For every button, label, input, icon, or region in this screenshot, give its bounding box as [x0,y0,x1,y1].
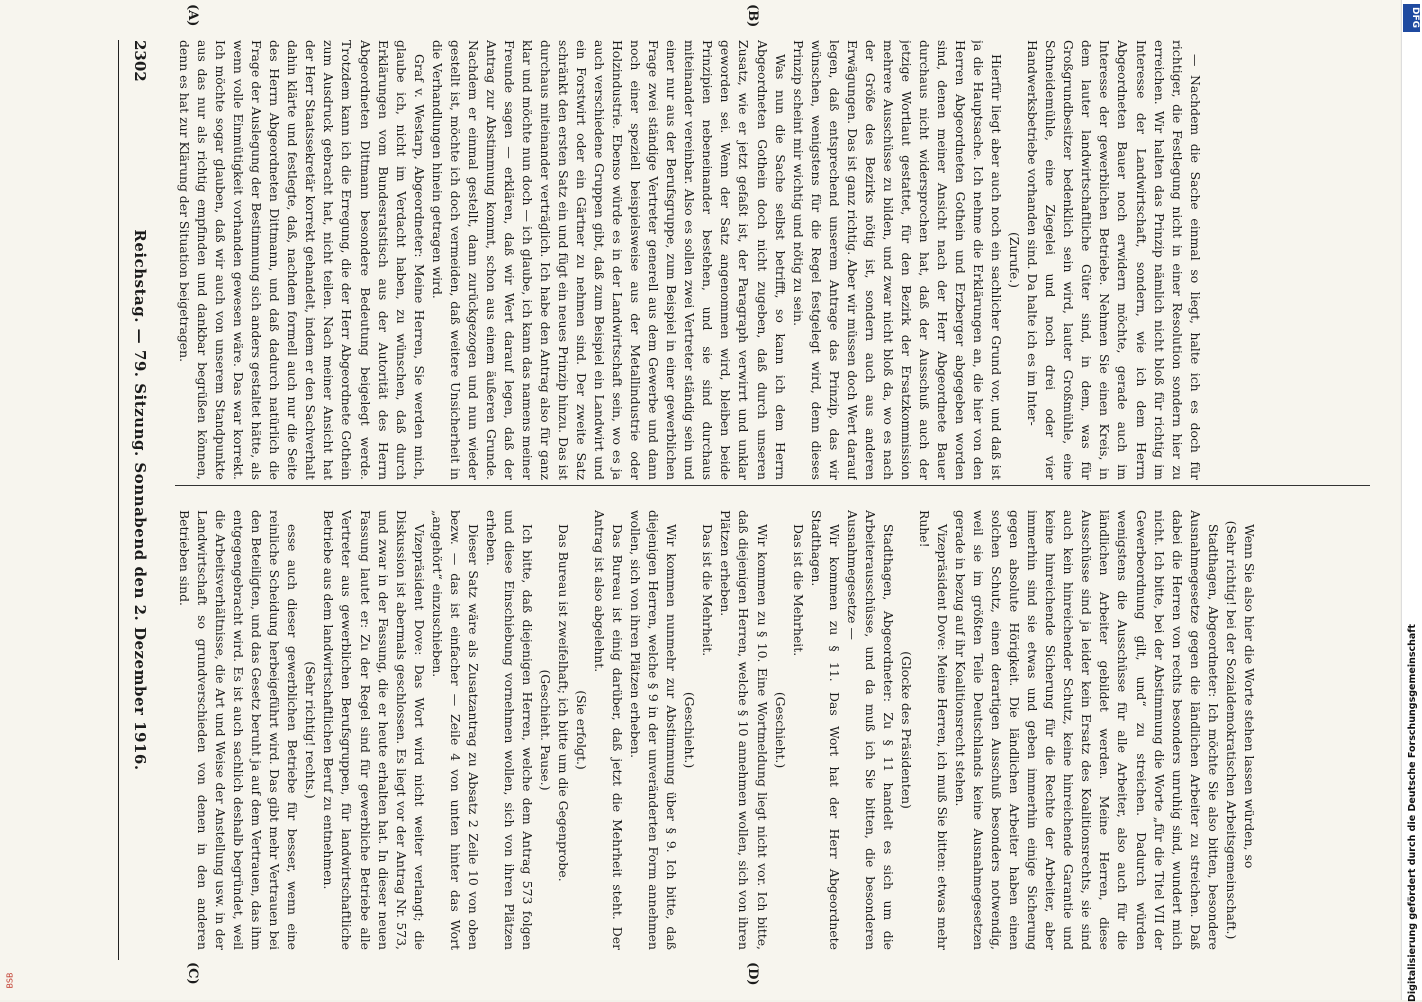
right-paragraph-14: Stadthagen, Abgeordneter: Ich möchte Sie also bitten, besondere Ausnahmegesetze gegen die ländlichen Arbeiter zu streichen. Daß dabei die Herren von rechts besonders unruhig sind, wundert mich nicht. Ich bitte, bei der Abstimmung die Worte „für die Titel VII der Gewerbeordnung gilt, und“ zu streichen. Dadurch würden wenigstens die Ausschüsse für alle Arbeiter, also auch für die ländlichen Arbeiter gebildet werden. Meine Herren, diese Ausschüsse sind ja leider kein Ersatz des Koalitionsrechts, sie sind auch kein hinreichender Schutz, keine hinreichende Garantie und keine hinreichende Sicherung für die Rechte der Arbeiter, aber immerhin sind sie etwas und geben immerhin einige Sicherung gegen absolute Hörigkeit. Die ländlichen Arbeiter haben einen solchen Schutz, einen derartigen Ausschuß besonders notwendig, weil sie im größten Teile Deutschlands keine Ausnahmegesetzen gerade in bezug auf ihr Koalitionsrecht stehen. [953,510,1221,950]
right-interjection-1: (Sehr richtig! rechts.) [303,661,319,799]
left-paragraph-3: Hierfür liegt aber auch noch ein sachlicher Grund vor, und daß ist ja die Hauptsache. Ich nehme die Erklärungen an, die hier von den Herren Abgeordneten Gothein und Erzberger abgegeben worden sind, denen meiner Ansicht nach der Herr Abgeordnete Bauer durchaus nicht widersprochen hat, daß der Ausschuß auch der jetzige Wortlaut gestattet, für den Bezirk der Ersatzkommission mehrere Ausschüsse zu bilden, und zwar nicht bloß da, wo es nach der Größe des Bezirks nötig ist, sondern auch aus anderen Erwägungen. Das ist ganz richtig. Aber wir müssen doch Wert darauf legen, daß entsprechend unserem Antrage das Prinzip, das wir wünschen, wenigstens für die Regel festgelegt wird, denn dieses Prinzip scheint mir wichtig und nötig zu sein. [790,40,1005,480]
right-paragraph-13: Vizepräsident Dove: Meine Herren, ich muß Sie bitten: etwas mehr Ruhe! [916,510,951,950]
running-head: Reichstag. — 79. Sitzung. Sonnabend den 2. Dezember 1916. [131,229,149,771]
page-number: 2302 [131,40,149,82]
right-paragraph-2: Vizepräsident Dove: Das Wort wird nicht weiter verlangt; die Diskussion ist abermals geschlossen. Es liegt vor der Antrag Nr. 573, und zwar in der Fassung, die er heute erhalten hat. In dieser neuen Fassung lautet er: Zu der Regel sind für gewerbliche Betriebe alle Vertreter aus gewerblichen Berufsgruppen, für landwirtschaftliche Betriebe aus dem landwirtschaftlichen Beruf zu entnehmen. [321,510,427,950]
right-paragraph-15: Wenn Sie also hier die Worte stehen lassen würden, so [1241,524,1257,869]
left-paragraph-1: Graf v. Westarp, Abgeordneter: Meine Herren, Sie werden mich, glaube ich, nicht im Verdacht haben, zu wünschen, daß durch Erklärungen vom Bundesratstisch aus der Autorität des Herrn Abgeordneten Dittmann besondere Bedeutung beigelegt werde. Trotzdem kann ich die Erregung, die der Herr Abgeordnete Gothein zum Ausdruck gebracht hat, nicht teilen. Nach meiner Ansicht hat der Herr Staatssekretär korrekt gehandelt, indem er den Sachverhalt dahin klärte und festlegte, daß, nachdem formell auch nur die Seite des Herrn Abgeordneten Dittmann, und daß dadurch natürlich die Frage der Auslegung der Bestimmung sich anders gestaltet hätte, als wenn volle Einmütigkeit vorhanden gewesen wäre. Das war korrekt. Ich möchte sogar glauben, daß wir auch von unserem Standpunkte aus das nur als richtig empfinden und dankbar begrüßen können, denn es hat zur Klärung der Situation beigetragen. [177,40,427,480]
page-header [118,40,155,960]
funding-note: Digitalisierung gefördert durch die Deutsche Forschungsgemeinschaft [1407,624,1418,1002]
right-column [175,510,1370,950]
left-paragraph-4: — Nachdem die Sache einmal so liegt, halte ich es doch für richtiger, die Festlegung nicht in einer Resolution sondern hier zu erreichen. Wir halten das Prinzip nämlich nicht bloß für richtig im Interesse der Landwirtschaft, sondern, wie ich dem Herrn Abgeordneten Bauer noch erwidern möchte, gerade auch im Interesse der gewerblichen Betriebe. Nehmen Sie einen Kreis, in dem lauter landwirtschaftliche Güter sind, in dem, was für Großgrundbesitzer bedenklich sein wird, lauter Großmühle, eine Schneidemühle, eine Ziegelei und noch drei oder vier Handwerksbetriebe vorhanden sind. Da halte ich es im Inter- [1025,40,1203,480]
left-interjection: (Zurufe.) [1007,231,1023,289]
margin-marker-a: (A) [185,4,200,27]
right-paragraph-3: Dieser Satz wäre als Zusatzantrag zu Absatz 2 Zeile 10 von oben bezw. — das ist einfacher — Zeile 4 von unten hinter das Wort „angehört“ einzuschieben. [429,510,481,950]
left-paragraph-2: Was nun die Sache selbst betrifft, so kann ich dem Herrn Abgeordneten Gothein doch nicht zugeben, daß durch unseren Zusatz, wie er jetzt gefaßt ist, der Paragraph verwirrt und unklar geworden sei. Wenn der Satz angenommen wird, bleiben beide Prinzipien nebeneinander bestehen, und sie sind durchaus miteinander vereinbar. Also es sollen zwei Vertreter ständig sein und einer nur aus der Berufsgruppe, zum Beispiel in einer gewerblichen Frage zwei ständige Vertreter generell aus dem Gewerbe und dann noch einer speziell beispielsweise aus der Metallindustrie oder Holzindustrie. Ebenso würde es in der Landwirtschaft sein, wo es ja auch verschiedene Gruppen gibt, daß zum Beispiel ein Landwirt und ein Forstwirt oder ein Gärtner zu nehmen sind. Der zweite Satz schränkt den ersten Satz ein und fügt ein neues Prinzip hinzu. Das ist durchaus miteinander verträglich. Ich habe den Antrag also für ganz klar und möchte nun doch — ich glaube, ich kann das namens meiner Freunde sagen — erklären, daß wir Wert darauf legen, daß der Antrag zur Abstimmung kommt, schon aus einem äußeren Grunde. Nachdem er einmal gestellt, dann zurückgezogen und nun wieder gestellt ist, möchte ich doch vermeiden, daß weitere Unsicherheit in die Verhandlungen hinein getragen wird. [429,40,788,480]
right-paragraph-5: Das Bureau ist zweifelhaft; ich bitte um die Gegenprobe. [556,524,572,882]
digitization-stamp [1401,0,1422,1000]
library-mark: BSB [5,972,15,989]
right-paragraph-11: Wir kommen zu § 11. Das Wort hat der Herr Abgeordnete Stadthagen. [808,510,842,950]
right-paragraph-1: esse auch dieser gewerblichen Betriebe für besser, wenn eine reinliche Scheidung herbeigeführt wird. Das gibt mehr Vertrauen bei den Beteiligten, und das Gesetz beruht ja auf dem Vertrauen, das ihm entgegengebracht wird. Es ist auch sachlich deshalb begründet, weil die Arbeitsverhältnisse, die Art und Weise der Anstellung usw. in der Landwirtschaft so grundverschieden von denen in den anderen Betrieben sind. [177,510,301,950]
right-interjection-2: (Geschieht. Pause.) [537,669,553,791]
right-paragraph-12: Stadthagen, Abgeordneter: Zu § 11 handelt es sich um die Arbeiterausschüsse, und da muß ich Sie bitten, die besonderen Ausnahmegesetze — [844,510,896,950]
right-paragraph-7: Wir kommen nunmehr zur Abstimmung über § 9. Ich bitte, daß diejenigen Herren, welche § 9 in der unveränderten Form annehmen wollen, sich von ihren Plätzen erheben. [628,510,680,950]
right-paragraph-9: Wir kommen zu § 10. Eine Wortmeldung liegt nicht vor. Ich bitte, daß diejenigen Herren, welche § 10 annehmen wollen, sich von ihren Plätzen erheben. [718,510,770,950]
margin-marker-d: (D) [745,962,760,986]
right-interjection-6: (Glocke des Präsidenten) [898,651,914,809]
right-interjection-4: (Geschieht.) [682,691,698,769]
dfg-logo: DFG [1403,4,1420,32]
right-interjection-3: (Sie erfolgt.) [574,690,590,770]
left-column [175,40,1370,480]
right-interjection-5: (Geschieht.) [772,691,788,769]
column-divider [175,485,1370,486]
right-paragraph-8: Das ist die Mehrheit. [700,524,716,657]
margin-marker-c: (C) [185,962,200,985]
right-paragraph-4: Ich bitte, daß diejenigen Herren, welche dem Antrag 573 folgen und diese Einschiebung vornehmen wollen, sich von ihren Plätzen erheben. [483,510,535,950]
right-paragraph-10: Das ist die Mehrheit. [790,524,806,657]
right-interjection-7: (Sehr richtig! bei der Sozialdemokratischen Arbeitsgemeinschaft.) [1223,520,1239,940]
margin-marker-b: (B) [745,4,760,28]
right-paragraph-6: Das Bureau ist einig darüber, daß jetzt die Mehrheit steht. Der Antrag ist also abgelehnt. [592,510,626,950]
